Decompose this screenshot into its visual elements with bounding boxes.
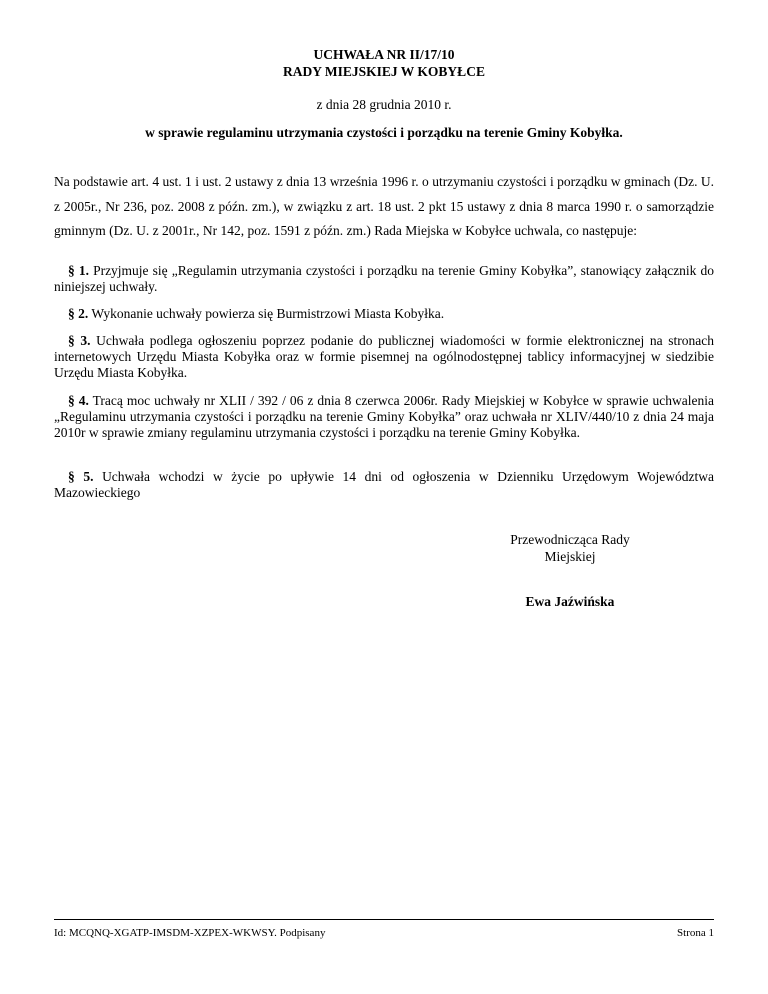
paragraph-text: Wykonanie uchwały powierza się Burmistrzowi Miasta Kobyłka. — [91, 306, 445, 321]
signature-name: Ewa Jaźwińska — [525, 594, 615, 609]
paragraph-label: § 3. — [68, 333, 91, 348]
paragraph-5 — [54, 469, 714, 501]
paragraph-2 — [54, 306, 714, 322]
footer-divider — [54, 919, 714, 920]
paragraph-text: Tracą moc uchwały nr XLII / 392 / 06 z dnia 8 czerwca 2006r. Rady Miejskiej w Kobyłce w sprawie uchwalenia „Regulaminu utrzymania czystości i porządku na terenie Gminy Kobyłka” oraz uchwała nr XLIV/440/10 z dnia 24 maja 2010r w sprawie zmiany regulaminu utrzymania czystości i porządku na terenie Gminy Kobyłka. — [54, 393, 714, 440]
resolution-subject: w sprawie regulaminu utrzymania czystości i porządku na terenie Gminy Kobyłka. — [145, 125, 623, 140]
paragraph-4 — [54, 393, 714, 441]
paragraph-3 — [54, 333, 714, 381]
document-id: Id: MCQNQ-XGATP-IMSDM-XZPEX-WKWSY. Podpisany — [54, 927, 326, 939]
signature-role — [470, 531, 670, 565]
paragraph-text: Uchwała wchodzi w życie po upływie 14 dni od ogłoszenia w Dzienniku Urzędowym Województwa Mazowieckiego — [54, 469, 715, 500]
paragraph-label: § 1. — [68, 263, 89, 278]
page-number: Strona 1 — [677, 927, 714, 939]
legal-basis-preamble: Na podstawie art. 4 ust. 1 i ust. 2 ustawy z dnia 13 września 1996 r. o utrzymaniu czystości i porządku w gminach (Dz. U. z 2005r., Nr 236, poz. 2008 z późn. zm.), w związku z art. 18 ust. 2 pkt 15 ustawy z dnia 8 marca 1990 r. o samorządzie gminnym (Dz. U. z 2001r., Nr 142, poz. 1591 z późn. zm.) Rada Miejska w Kobyłce uchwala, co następuje: — [54, 174, 714, 238]
resolution-title — [54, 46, 714, 80]
paragraph-text: Przyjmuje się „Regulamin utrzymania czystości i porządku na terenie Gminy Kobyłka”, stanowiący załącznik do niniejszej uchwały. — [54, 263, 715, 294]
signature-role-line2: Miejskiej — [544, 549, 596, 564]
paragraph-label: § 5. — [68, 469, 94, 484]
signature-role-line1: Przewodnicząca Rady — [510, 532, 630, 547]
paragraph-label: § 2. — [68, 306, 89, 321]
resolution-number: UCHWAŁA NR II/17/10 — [313, 47, 455, 62]
resolution-date: z dnia 28 grudnia 2010 r. — [316, 97, 452, 112]
paragraph-text: Uchwała podlega ogłoszeniu poprzez podanie do publicznej wiadomości w formie elektronicznej na stronach internetowych Urzędu Miasta Kobyłka oraz w formie pisemnej na ogólnodostępnej tablicy informacyjnej w siedzibie Urzędu Miasta Kobyłka. — [54, 333, 715, 380]
council-name: RADY MIEJSKIEJ W KOBYŁCE — [283, 64, 485, 79]
paragraph-label: § 4. — [68, 393, 89, 408]
paragraph-1 — [54, 263, 714, 295]
